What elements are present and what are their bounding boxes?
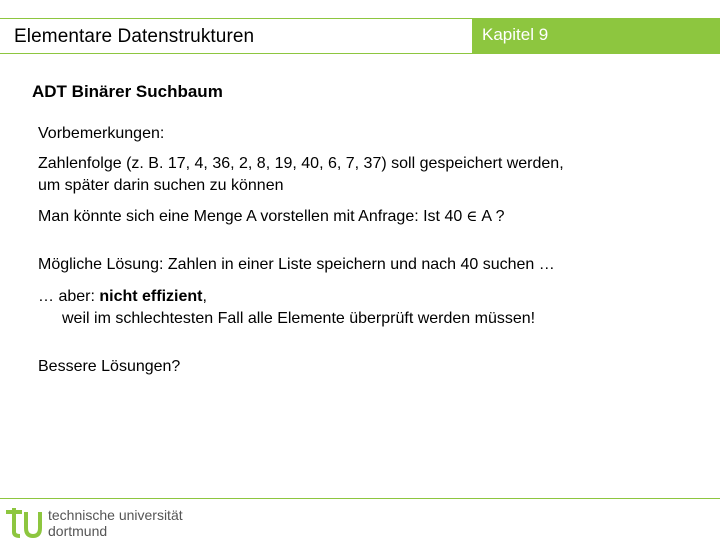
bessere-loesungen: Bessere Lösungen? xyxy=(38,358,181,375)
weil-line: weil im schlechtesten Fall alle Elemente überprüft werden müssen! xyxy=(62,310,536,327)
menge-paragraph xyxy=(38,205,678,228)
menge-prefix: Man könnte sich eine Menge A vorstellen mit Anfrage: Ist 40 xyxy=(38,208,463,225)
chapter-label: Kapitel 9 xyxy=(482,25,549,44)
lecture-title: Elementare Datenstrukturen xyxy=(14,26,255,47)
tu-logo-icon xyxy=(4,504,44,538)
zahlenfolge-paragraph xyxy=(38,153,678,197)
aber-suffix: , xyxy=(202,288,207,305)
element-of-symbol: ∈ xyxy=(466,207,478,225)
nicht-effizient-bold: nicht effizient xyxy=(99,288,203,305)
footer-divider xyxy=(0,498,720,499)
university-name xyxy=(48,507,183,539)
aber-paragraph xyxy=(38,286,678,330)
university-line-2: dortmund xyxy=(48,523,108,539)
slide-footer xyxy=(0,498,720,540)
zahlenfolge-line-1: Zahlenfolge (z. B. 17, 4, 36, 2, 8, 19, 40, 6, 7, 37) soll gespeichert werden, xyxy=(38,155,564,172)
chapter-box xyxy=(472,18,720,54)
slide-header xyxy=(0,18,720,56)
slide-content xyxy=(38,123,678,378)
university-line-1: technische universität xyxy=(48,507,183,523)
slide-title: ADT Binärer Suchbaum xyxy=(32,82,223,101)
aber-prefix: … aber: xyxy=(38,288,100,305)
loesung-paragraph: Mögliche Lösung: Zahlen in einer Liste speichern und nach 40 suchen … xyxy=(38,256,555,273)
menge-suffix: A ? xyxy=(481,208,505,225)
zahlenfolge-line-2: um später darin suchen zu können xyxy=(38,177,284,194)
vorbemerkungen-heading: Vorbemerkungen: xyxy=(38,125,165,142)
header-title-box xyxy=(0,18,472,54)
